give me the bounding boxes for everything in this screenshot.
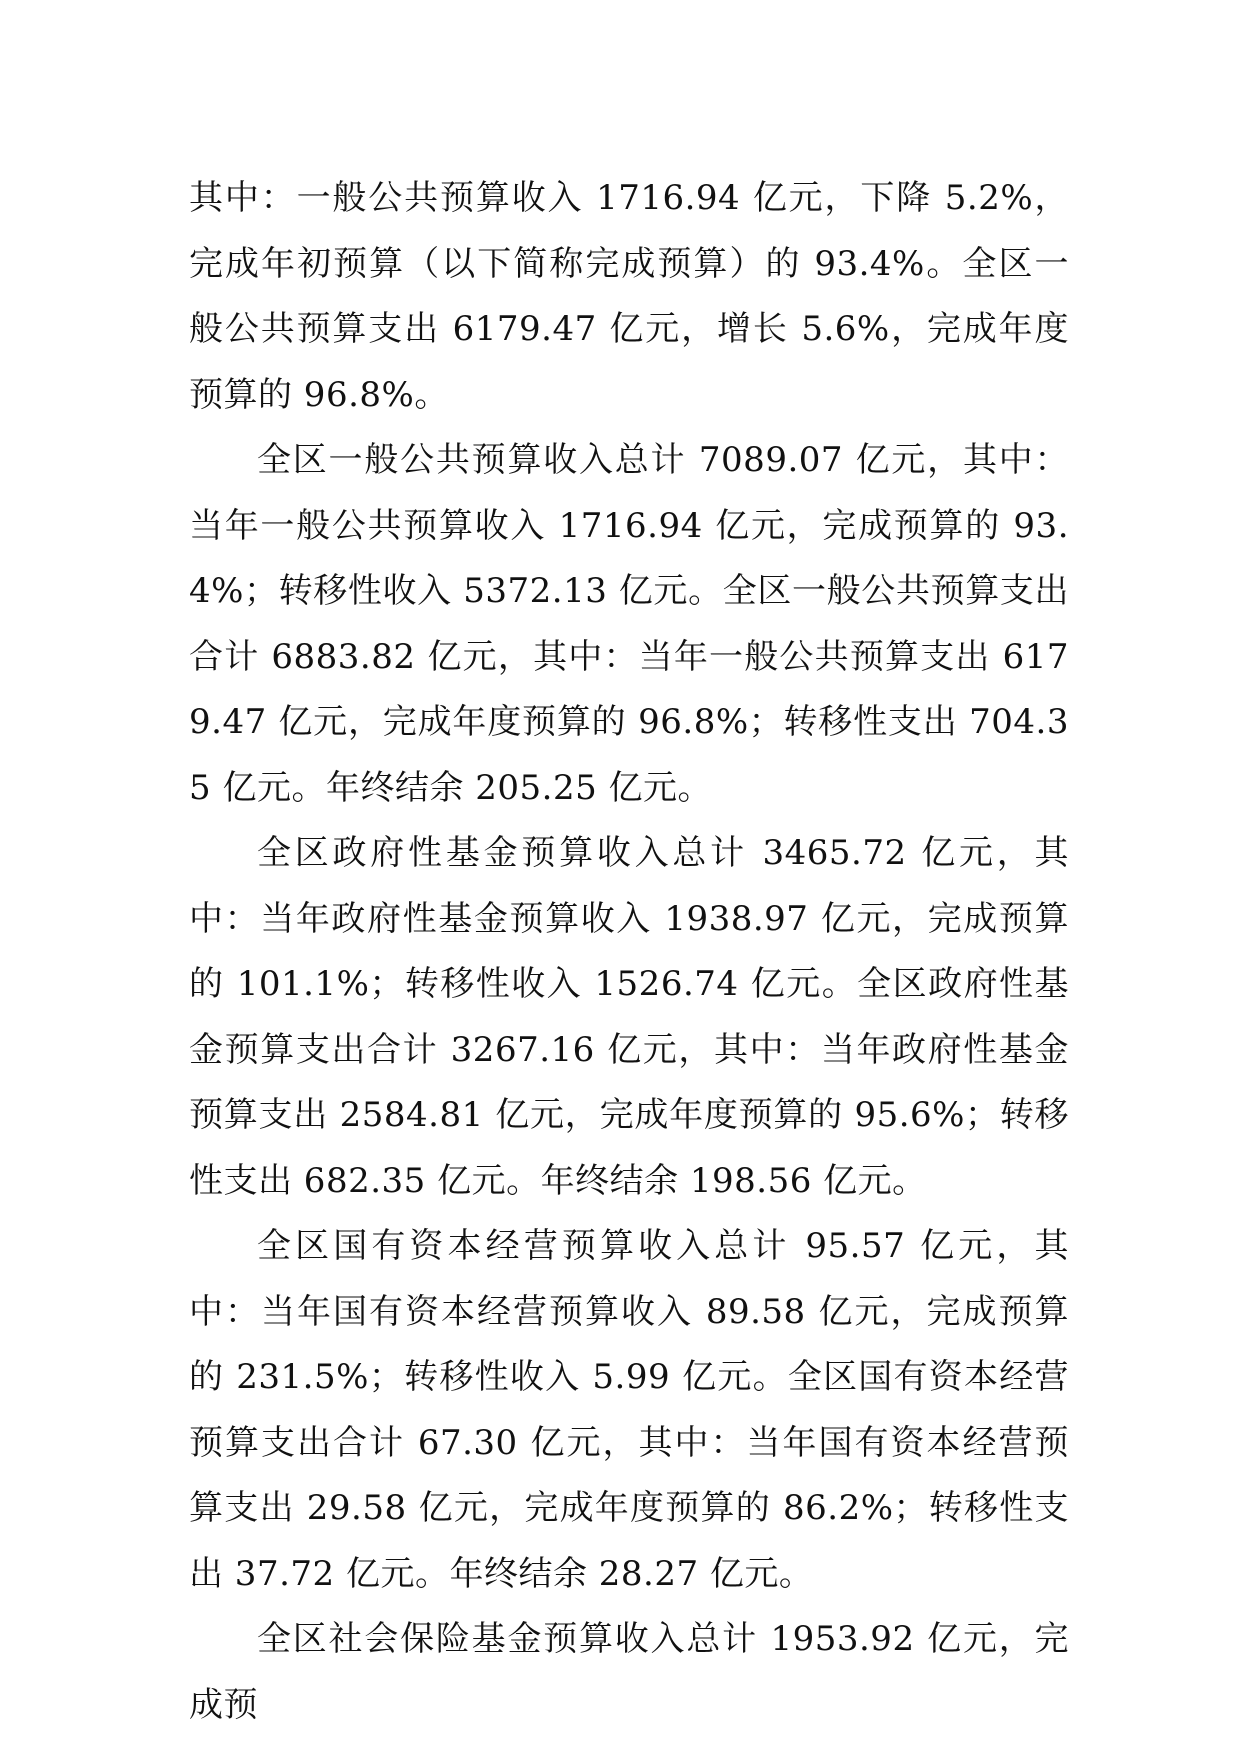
paragraph-general-budget-summary: 其中：一般公共预算收入 1716.94 亿元，下降 5.2%，完成年初预算（以下简称完成预算）的 93.4%。全区一般公共预算支出 6179.47 亿元，增长 5.6%，完成年度预算的 96.8%。 xyxy=(189,178,1069,415)
paragraph-social-insurance-budget: 全区社会保险基金预算收入总计 1953.92 亿元，完成预 xyxy=(189,1619,1069,1725)
paragraph-government-fund-budget: 全区政府性基金预算收入总计 3465.72 亿元，其中：当年政府性基金预算收入 1938.97 亿元，完成预算的 101.1%；转移性收入 1526.74 亿元。全区政府性基金预算支出合计 3267.16 亿元，其中：当年政府性基金预算支出 2584.81 亿元，完成年度预算的 95.6%；转移性支出 682.35 亿元。年终结余 198.56 亿元。 xyxy=(189,833,1069,1201)
paragraph-general-budget-totals: 全区一般公共预算收入总计 7089.07 亿元，其中：当年一般公共预算收入 1716.94 亿元，完成预算的 93.4%；转移性收入 5372.13 亿元。全区一般公共预算支出合计 6883.82 亿元，其中：当年一般公共预算支出 6179.47 亿元，完成年度预算的 96.8%；转移性支出 704.35 亿元。年终结余 205.25 亿元。 xyxy=(189,440,1069,808)
document-body xyxy=(189,166,1069,1738)
paragraph-state-capital-budget: 全区国有资本经营预算收入总计 95.57 亿元，其中：当年国有资本经营预算收入 89.58 亿元，完成预算的 231.5%；转移性收入 5.99 亿元。全区国有资本经营预算支出合计 67.30 亿元，其中：当年国有资本经营预算支出 29.58 亿元，完成年度预算的 86.2%；转移性支出 37.72 亿元。年终结余 28.27 亿元。 xyxy=(189,1226,1069,1594)
